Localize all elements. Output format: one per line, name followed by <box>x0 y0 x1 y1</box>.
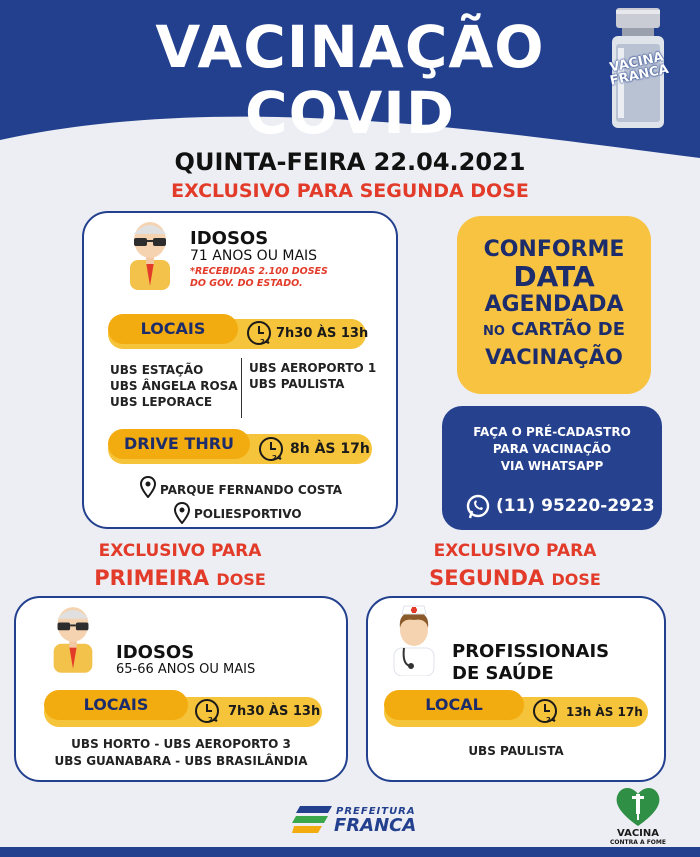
title-line2: COVID <box>245 79 455 147</box>
whatsapp-phone[interactable]: (11) 95220-2923 <box>496 496 655 516</box>
left-locais-time: 7h30 ÀS 13h <box>228 704 321 719</box>
svg-text:24: 24 <box>260 338 270 346</box>
clock-24-icon <box>532 698 558 724</box>
yellow-line4: NO CARTÃO DE <box>482 319 626 340</box>
scheduled-date-box <box>457 216 651 394</box>
vacina-contra-a-fome-heart-icon <box>614 784 662 828</box>
vial-label: VACINA FRANCA <box>608 49 670 89</box>
footer-vacina: VACINA <box>617 828 659 839</box>
drive-thru-time: 8h ÀS 17h <box>290 441 370 457</box>
main-note-line1: *RECEBIDAS 2.100 DOSES <box>190 266 328 277</box>
locations-right <box>249 360 376 392</box>
right-group-title-line2: DE SAÚDE <box>452 663 554 684</box>
blue-line3: VIA WHATSAPP <box>500 459 604 473</box>
main-group-title: IDOSOS <box>190 228 269 249</box>
locais-time: 7h30 ÀS 13h <box>276 326 369 341</box>
footer-city: FRANCA <box>334 815 417 836</box>
right-location: UBS PAULISTA <box>468 744 564 758</box>
locations-left <box>110 362 238 410</box>
footer-prefeitura: PREFEITURA <box>336 806 416 817</box>
date-line: QUINTA-FEIRA 22.04.2021 <box>174 148 526 176</box>
location-item: UBS AEROPORTO 1 <box>249 361 377 375</box>
svg-text:24: 24 <box>208 716 218 724</box>
drive-place-1: PARQUE FERNANDO COSTA <box>160 483 343 497</box>
svg-text:24: 24 <box>546 716 556 724</box>
yellow-line2: DATA <box>513 260 595 293</box>
prefeitura-franca-logo-icon <box>292 804 332 836</box>
exclusive-second-dose-heading: EXCLUSIVO PARA SEGUNDA DOSE <box>171 180 529 202</box>
right-group-title-line1: PROFISSIONAIS <box>452 641 610 662</box>
locais-label: LOCAIS <box>108 314 238 344</box>
main-group-subtitle: 71 ANOS OU MAIS <box>190 248 318 264</box>
location-item: UBS ESTAÇÃO <box>110 363 204 377</box>
drive-thru-label: DRIVE THRU <box>108 429 250 459</box>
elderly-person-icon <box>44 602 102 674</box>
location-item: UBS ÂNGELA ROSA <box>110 379 238 393</box>
footer-contra-a-fome: CONTRA A FOME <box>610 839 666 846</box>
yellow-line1: CONFORME <box>483 237 625 262</box>
left-locais-label: LOCAIS <box>44 690 188 720</box>
left-locations-line2: UBS GUANABARA - UBS BRASILÂNDIA <box>54 754 308 768</box>
health-professional-icon <box>388 602 440 676</box>
second-dose-heading-line2: SEGUNDA DOSE <box>429 566 601 590</box>
elderly-person-icon <box>120 218 180 290</box>
clock-24-icon <box>194 698 220 724</box>
svg-text:24: 24 <box>272 454 282 462</box>
right-local-label: LOCAL <box>384 690 524 720</box>
clock-24-icon <box>258 436 284 462</box>
yellow-line5: VACINAÇÃO <box>485 345 623 369</box>
left-locations-line1: UBS HORTO - UBS AEROPORTO 3 <box>71 737 291 751</box>
left-group-title: IDOSOS <box>116 642 195 663</box>
title-line1: VACINAÇÃO <box>155 13 545 81</box>
blue-line1: FAÇA O PRÉ-CADASTRO <box>473 425 631 439</box>
whatsapp-icon <box>465 494 491 520</box>
location-pin-icon <box>174 502 190 524</box>
location-pin-icon <box>140 476 156 498</box>
footer-band <box>0 847 700 857</box>
second-dose-heading-line1: EXCLUSIVO PARA <box>433 541 597 561</box>
main-note-line2: DO GOV. DO ESTADO. <box>190 278 303 289</box>
first-dose-heading-line2: PRIMEIRA DOSE <box>94 566 266 590</box>
divider <box>241 358 242 418</box>
location-item: UBS LEPORACE <box>110 395 213 409</box>
drive-place-2: POLIESPORTIVO <box>194 507 302 521</box>
location-item: UBS PAULISTA <box>249 377 345 391</box>
left-group-subtitle: 65-66 ANOS OU MAIS <box>116 662 256 677</box>
yellow-line3: AGENDADA <box>484 292 624 317</box>
blue-line2: PARA VACINAÇÃO <box>492 442 612 456</box>
clock-24-icon <box>246 320 272 346</box>
right-local-time: 13h ÀS 17h <box>566 705 643 719</box>
first-dose-heading-line1: EXCLUSIVO PARA <box>98 541 262 561</box>
